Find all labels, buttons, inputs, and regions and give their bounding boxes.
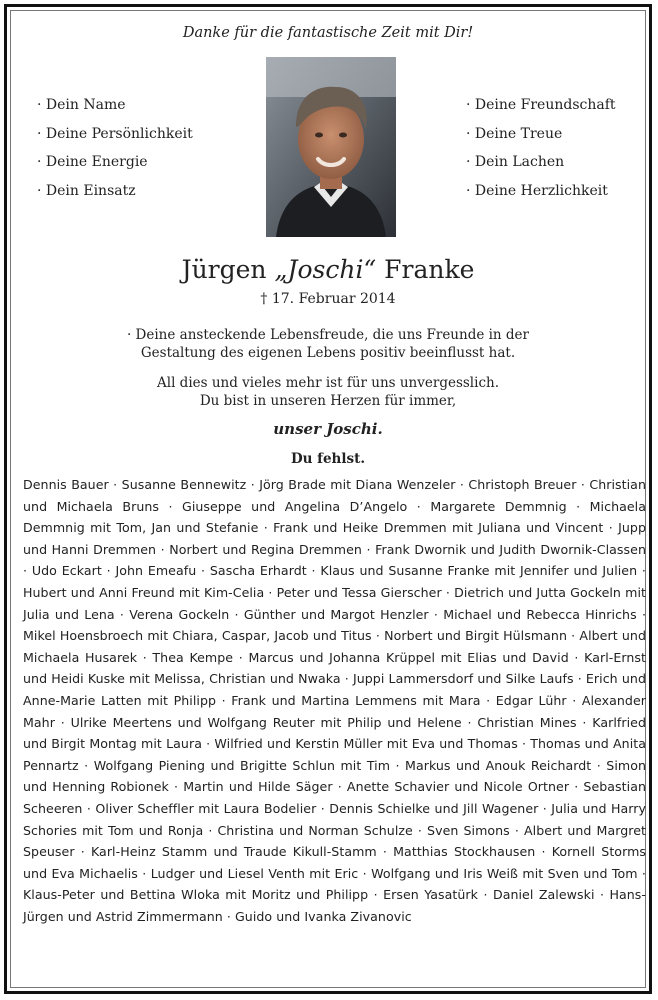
closing-line: unser Joschi. <box>273 420 383 438</box>
deceased-name <box>11 255 645 284</box>
last-name: Franke <box>376 255 475 284</box>
memory-line-1: All dies und vieles mehr ist für uns unvergesslich. <box>157 375 499 391</box>
death-date: † 17. Februar 2014 <box>260 291 396 307</box>
memory-paragraph <box>11 374 645 410</box>
quality-item: · Deine Treue <box>466 120 616 149</box>
quality-item: · Deine Freundschaft <box>466 91 616 120</box>
nickname: „Joschi“ <box>274 255 377 284</box>
tribute-paragraph <box>11 326 645 362</box>
mourners-list: Dennis Bauer · Susanne Bennewitz · Jörg Brade mit Diana Wenzeler · Christoph Breuer · Christian und Michaela Bruns · Giuseppe und Angelina D’Angelo · Margarete Demmnig · Michaela Demmnig mit Tom, Jan und Stefanie · Frank und Heike Dremmen mit Juliana und Vincent · Jupp und Hanni Dremmen · Norbert und Regina Dremmen · Frank Dwornik und Judith Dwornik-Classen · Udo Eckart · John Emeafu · Sascha Erhardt · Klaus und Susanne Franke mit Jennifer und Julien · Hubert und Anni Freund mit Kim-Celia · Peter und Tessa Gierscher · Dietrich und Jutta Gockeln mit Julia und Lena · Verena Gockeln · Günther und Margot Henzler · Michael und Rebecca Hinrichs · Mikel Hoensbroech mit Chiara, Caspar, Jacob und Titus · Norbert und Birgit Hülsmann · Albert und Michaela Husarek · Thea Kempe · Marcus und Johanna Krüppel mit Elias und David · Karl-Ernst und Heidi Kuske mit Melissa, Christian und Nwaka · Juppi Lammersdorf und Silke Laufs · Erich und Anne-Marie Latten mit Philipp · Frank und Martina Lemmens mit Mara · Edgar Lühr · Alexander Mahr · Ulrike Meertens und Wolfgang Reuter mit Philip und Helene · Christian Mines · Karlfried und Birgit Montag mit Laura · Wilfried und Kerstin Müller mit Eva und Thomas · Thomas und Anita Pennartz · Wolfgang Piening und Brigitte Schlun mit Tim · Markus und Anouk Reichardt · Simon und Henning Robionek · Martin und Hilde Säger · Anette Schavier und Nicole Ortner · Sebastian Scheeren · Oliver Scheffler mit Laura Bodelier · Dennis Schielke und Jill Wagener · Julia und Harry Schories mit Tom und Ronja · Christina und Norman Schulze · Sven Simons · Albert und Margret Speuser · Karl-Heinz Stamm und Traude Kikull-Stamm · Matthias Stockhausen · Kornell Storms und Eva Michaelis · Ludger und Liesel Venth mit Eric · Wolfgang und Iris Weiß mit Sven und Tom · Klaus-Peter und Bettina Wloka mit Moritz und Philipp · Ersen Yasatürk · Daniel Zalewski · Hans-Jürgen und Astrid Zimmermann · Guido und Ivanka Zivanovic <box>23 477 646 924</box>
missing-line: Du fehlst. <box>290 451 366 467</box>
first-name: Jürgen <box>181 255 275 284</box>
quality-item: · Dein Einsatz <box>37 177 193 206</box>
quality-item: · Deine Persönlichkeit <box>37 120 193 149</box>
tagline: Danke für die fantastische Zeit mit Dir! <box>182 25 474 41</box>
qualities-left <box>37 91 193 205</box>
obituary-inner-border <box>10 10 646 988</box>
quality-item: · Dein Name <box>37 91 193 120</box>
memory-line-2: Du bist in unseren Herzen für immer, <box>199 393 457 409</box>
tribute-text: · Deine ansteckende Lebensfreude, die uns Freunde in der Gestaltung des eigenen Lebens positiv beeinflusst hat. <box>126 327 530 361</box>
quality-item: · Deine Herzlichkeit <box>466 177 616 206</box>
quality-item: · Deine Energie <box>37 148 193 177</box>
qualities-right <box>466 91 616 205</box>
obituary-frame <box>4 4 652 994</box>
quality-item: · Dein Lachen <box>466 148 616 177</box>
portrait-photo <box>266 57 396 237</box>
portrait-photo-illustration <box>266 57 396 237</box>
